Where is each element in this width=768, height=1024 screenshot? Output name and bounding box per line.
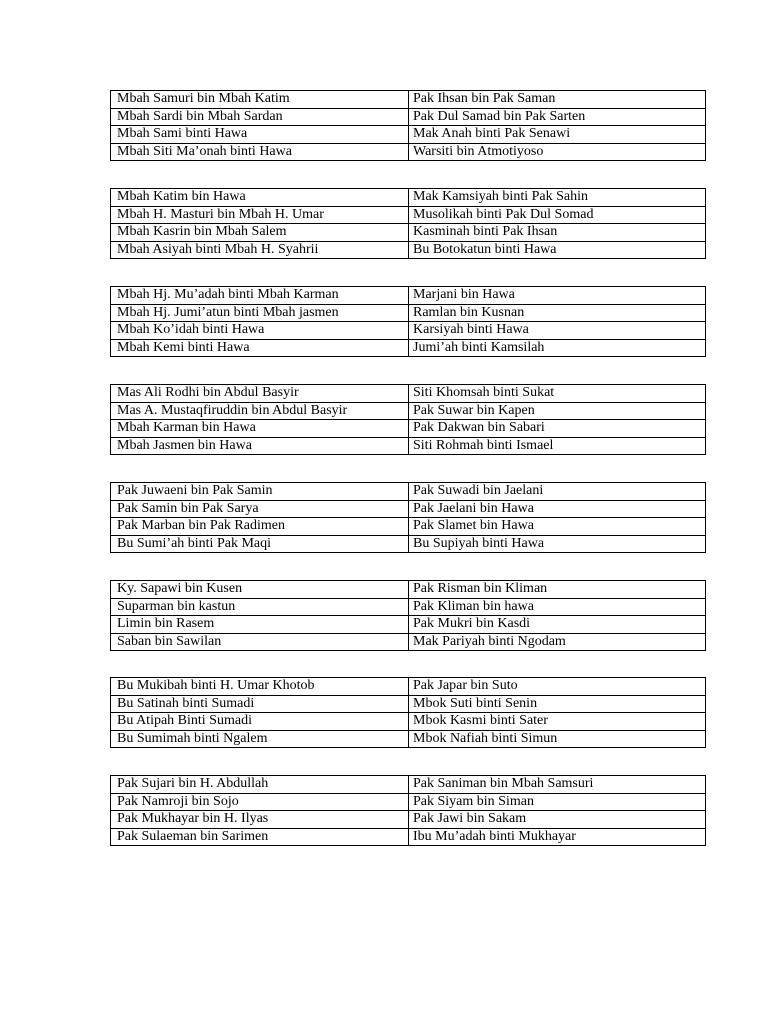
table-cell: Siti Khomsah binti Sukat — [409, 385, 706, 403]
name-table-4 — [110, 384, 706, 455]
table-cell: Bu Sumi’ah binti Pak Maqi — [111, 535, 409, 553]
table-cell: Mbah H. Masturi bin Mbah H. Umar — [111, 206, 409, 224]
table-row — [111, 713, 706, 731]
table-cell: Mas Ali Rodhi bin Abdul Basyir — [111, 385, 409, 403]
table-cell: Pak Suwar bin Kapen — [409, 402, 706, 420]
table-row — [111, 189, 706, 207]
table-cell: Mbah Karman bin Hawa — [111, 420, 409, 438]
table-row — [111, 500, 706, 518]
table-cell: Pak Marban bin Pak Radimen — [111, 518, 409, 536]
table-cell: Mbok Nafiah binti Simun — [409, 730, 706, 748]
name-table-6 — [110, 580, 706, 651]
table-cell: Mbah Siti Ma’onah binti Hawa — [111, 143, 409, 161]
table-cell: Pak Japar bin Suto — [409, 678, 706, 696]
table-row — [111, 616, 706, 634]
table-cell: Mak Kamsiyah binti Pak Sahin — [409, 189, 706, 207]
table-cell: Mbah Kasrin bin Mbah Salem — [111, 224, 409, 242]
table-cell: Mas A. Mustaqfiruddin bin Abdul Basyir — [111, 402, 409, 420]
table-row — [111, 420, 706, 438]
table-row — [111, 730, 706, 748]
table-cell: Mbah Ko’idah binti Hawa — [111, 322, 409, 340]
table-row — [111, 695, 706, 713]
table-cell: Mbah Asiyah binti Mbah H. Syahrii — [111, 241, 409, 259]
name-table-7 — [110, 677, 706, 748]
table-row — [111, 143, 706, 161]
table-cell: Limin bin Rasem — [111, 616, 409, 634]
table-cell: Mbah Jasmen bin Hawa — [111, 437, 409, 455]
table-cell: Mak Pariyah binti Ngodam — [409, 633, 706, 651]
table-cell: Ramlan bin Kusnan — [409, 304, 706, 322]
table-cell: Bu Botokatun binti Hawa — [409, 241, 706, 259]
table-row — [111, 322, 706, 340]
table-cell: Pak Suwadi bin Jaelani — [409, 483, 706, 501]
name-table-5 — [110, 482, 706, 553]
table-cell: Mbok Kasmi binti Sater — [409, 713, 706, 731]
table-row — [111, 385, 706, 403]
table-cell: Mbok Suti binti Senin — [409, 695, 706, 713]
table-cell: Pak Sujari bin H. Abdullah — [111, 776, 409, 794]
table-row — [111, 483, 706, 501]
table-cell: Bu Satinah binti Sumadi — [111, 695, 409, 713]
table-cell: Pak Namroji bin Sojo — [111, 793, 409, 811]
table-cell: Musolikah binti Pak Dul Somad — [409, 206, 706, 224]
table-cell: Ky. Sapawi bin Kusen — [111, 581, 409, 599]
table-row — [111, 811, 706, 829]
table-cell: Mbah Hj. Mu’adah binti Mbah Karman — [111, 287, 409, 305]
table-cell: Bu Atipah Binti Sumadi — [111, 713, 409, 731]
table-row — [111, 206, 706, 224]
table-row — [111, 535, 706, 553]
table-cell: Pak Dakwan bin Sabari — [409, 420, 706, 438]
table-cell: Pak Kliman bin hawa — [409, 598, 706, 616]
table-cell: Mak Anah binti Pak Senawi — [409, 126, 706, 144]
table-cell: Pak Slamet bin Hawa — [409, 518, 706, 536]
table-row — [111, 224, 706, 242]
table-cell: Pak Samin bin Pak Sarya — [111, 500, 409, 518]
table-cell: Warsiti bin Atmotiyoso — [409, 143, 706, 161]
table-cell: Mbah Kemi binti Hawa — [111, 339, 409, 357]
table-row — [111, 793, 706, 811]
table-cell: Bu Sumimah binti Ngalem — [111, 730, 409, 748]
table-cell: Jumi’ah binti Kamsilah — [409, 339, 706, 357]
table-row — [111, 518, 706, 536]
table-cell: Mbah Samuri bin Mbah Katim — [111, 91, 409, 109]
table-cell: Pak Risman bin Kliman — [409, 581, 706, 599]
table-cell: Saban bin Sawilan — [111, 633, 409, 651]
table-cell: Pak Ihsan bin Pak Saman — [409, 91, 706, 109]
table-cell: Pak Siyam bin Siman — [409, 793, 706, 811]
table-cell: Ibu Mu’adah binti Mukhayar — [409, 828, 706, 846]
table-cell: Mbah Sami binti Hawa — [111, 126, 409, 144]
name-table-3 — [110, 286, 706, 357]
table-cell: Pak Saniman bin Mbah Samsuri — [409, 776, 706, 794]
table-cell: Mbah Hj. Jumi’atun binti Mbah jasmen — [111, 304, 409, 322]
table-row — [111, 287, 706, 305]
table-row — [111, 402, 706, 420]
table-row — [111, 304, 706, 322]
table-row — [111, 678, 706, 696]
table-cell: Pak Juwaeni bin Pak Samin — [111, 483, 409, 501]
table-row — [111, 828, 706, 846]
table-row — [111, 126, 706, 144]
name-table-2 — [110, 188, 706, 259]
table-cell: Pak Mukri bin Kasdi — [409, 616, 706, 634]
table-row — [111, 437, 706, 455]
table-row — [111, 339, 706, 357]
table-cell: Pak Mukhayar bin H. Ilyas — [111, 811, 409, 829]
table-cell: Pak Jaelani bin Hawa — [409, 500, 706, 518]
name-table-1 — [110, 90, 706, 161]
table-cell: Siti Rohmah binti Ismael — [409, 437, 706, 455]
table-row — [111, 581, 706, 599]
table-row — [111, 108, 706, 126]
table-cell: Mbah Katim bin Hawa — [111, 189, 409, 207]
table-cell: Suparman bin kastun — [111, 598, 409, 616]
table-cell: Bu Supiyah binti Hawa — [409, 535, 706, 553]
table-cell: Marjani bin Hawa — [409, 287, 706, 305]
table-cell: Pak Dul Samad bin Pak Sarten — [409, 108, 706, 126]
table-row — [111, 91, 706, 109]
table-cell: Pak Sulaeman bin Sarimen — [111, 828, 409, 846]
table-cell: Pak Jawi bin Sakam — [409, 811, 706, 829]
table-cell: Kasminah binti Pak Ihsan — [409, 224, 706, 242]
table-row — [111, 598, 706, 616]
table-cell: Karsiyah binti Hawa — [409, 322, 706, 340]
table-row — [111, 241, 706, 259]
name-table-8 — [110, 775, 706, 846]
table-row — [111, 633, 706, 651]
table-cell: Mbah Sardi bin Mbah Sardan — [111, 108, 409, 126]
table-row — [111, 776, 706, 794]
table-cell: Bu Mukibah binti H. Umar Khotob — [111, 678, 409, 696]
